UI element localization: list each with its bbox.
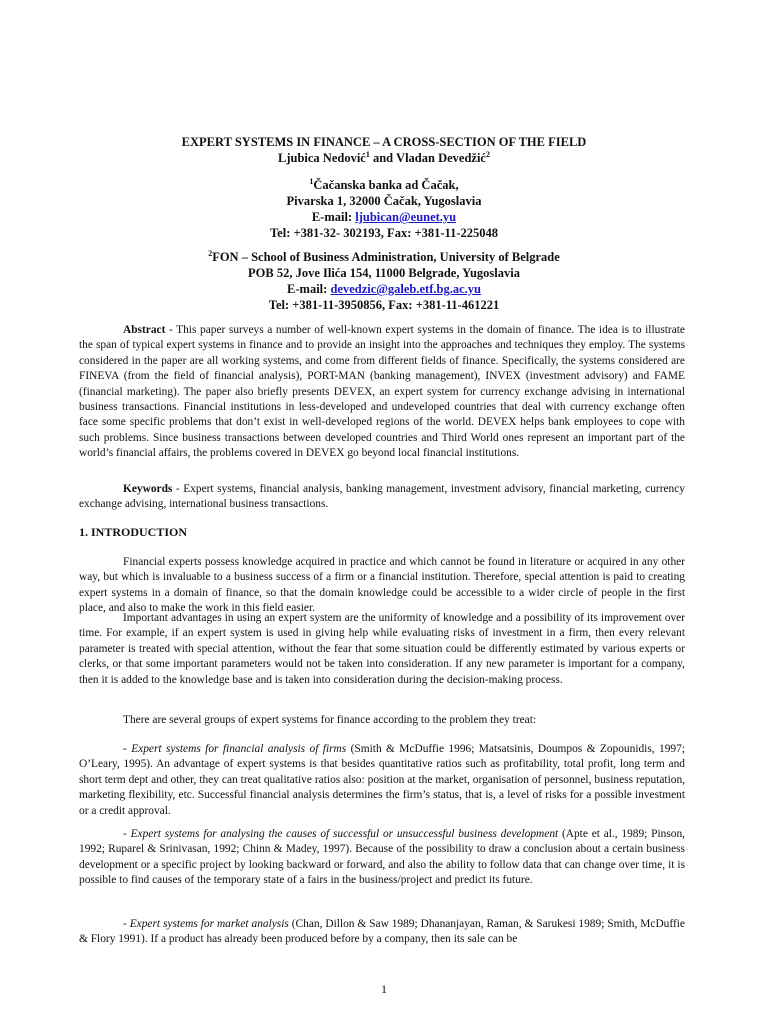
abstract-paragraph	[79, 323, 685, 462]
author-2: Vladan Devedžić	[396, 151, 486, 165]
affiliation-2-email-link[interactable]: devedzic@galeb.etf.bg.ac.yu	[330, 282, 481, 296]
author-2-sup: 2	[485, 149, 490, 159]
affiliation-2-email-label: E-mail:	[287, 282, 331, 296]
group-title: Expert systems for market analysis	[129, 918, 289, 930]
intro-paragraph-2: Important advantages in using an expert system are the uniformity of knowledge and a possibility of its improvement over time. For example, if an expert system is used in giving help while evaluating risks of investment in a firm, then every relevant parameter is treated with special attention, without the fear that some situation could be differently estimated by various experts or clerks, or that some important parameters would not be taken into consideration. If any new parameter is important for a company, then it is added to the knowledge base and is taken into consideration during the decision-making process.	[79, 612, 685, 686]
group-title: Expert systems for financial analysis of firms	[131, 743, 347, 755]
affiliation-1-sup: 1	[309, 176, 314, 186]
abstract-label: Abstract	[123, 324, 166, 336]
affiliation-2-name: FON – School of Business Administration, University of Belgrade	[212, 250, 560, 264]
affiliation-2	[0, 249, 768, 313]
affiliation-1-email-label: E-mail:	[311, 210, 356, 224]
intro-paragraph-3: There are several groups of expert systems for finance according to the problem they treat:	[123, 714, 537, 726]
author-connector: and	[369, 151, 397, 165]
group-financial-analysis: - Expert systems for financial analysis of firms (Smith & McDuffie 1996; Matsatsinis, Doumpos & Zopounidis, 1997; O’Leary, 1995). An advantage of expert systems is that besides quantitative ratios such as profitability, total profit, long term and short term dept and other, they can treat qualitative ratios also: position at the market, organisation of personnel, business reputation, marketing flexibility, etc. Successful financial analysis determines the firm’s status, that is, a level of risks for a possible investment or a credit approval.	[79, 743, 685, 817]
abstract-text: - This paper surveys a number of well-known expert systems in the domain of finance. The idea is to illustrate the span of typical expert systems in finance and to provide an insight into the approaches and techniques they employ. The systems considered in the paper are all working systems, and come from different fields of finance. Specifically, the systems considered are FINEVA (from the field of financial analysis), PORT-MAN (banking management), INVEX (investment advisory) and FAME (financial marketing). The paper also briefly presents DEVEX, an expert system for currency exchange advising in international business transactions. Financial institutions in less-developed and undeveloped countries that deal with currency exchange often face some specific problems that don’t exist in well-developed regions of the world. DEVEX helps bank employees to cope with such problems. Since business transactions between developed countries and Third World ones represent an important part of the world’s financial affairs, the problems covered in DEVEX go beyond local financial institutions.	[79, 324, 685, 460]
group-market-analysis: - Expert systems for market analysis (Chan, Dillon & Saw 1989; Dhananjayan, Raman, & Sarukesi 1989; Smith, McDuffie & Flory 1991). If a product has already been produced before by a company, then its sale can be	[79, 918, 685, 946]
page-number: 1	[381, 982, 387, 996]
section-heading-introduction: 1. INTRODUCTION	[79, 525, 188, 539]
affiliation-2-address: POB 52, Jove Ilića 154, 11000 Belgrade, Yugoslavia	[248, 266, 520, 280]
affiliation-1	[0, 177, 768, 241]
intro-paragraph-1: Financial experts possess knowledge acquired in practice and which cannot be found in literature or acquired in any other way, but which is invaluable to a business success of a firm or a financial institution. Therefore, special attention is paid to creating expert systems in a domain of finance, so that the domain knowledge could be accessible to a wider circle of people in the first place, and also to make the work in this field easier.	[79, 556, 685, 615]
author-1-sup: 1	[365, 149, 370, 159]
keywords-label: Keywords	[123, 483, 173, 495]
affiliation-1-address: Pivarska 1, 32000 Čačak, Yugoslavia	[286, 194, 482, 208]
group-title: Expert systems for analysing the causes of successful or unsuccessful business development	[130, 828, 559, 840]
keywords-text: - Expert systems, financial analysis, banking management, investment advisory, financial marketing, currency exchange advising, international business transactions.	[79, 483, 685, 511]
affiliation-1-phone: Tel: +381-32- 302193, Fax: +381-11-225048	[269, 226, 498, 240]
affiliation-2-sup: 2	[208, 248, 213, 258]
paper-title: EXPERT SYSTEMS IN FINANCE – A CROSS-SECTION OF THE FIELD	[181, 135, 587, 149]
keywords-paragraph	[79, 482, 685, 513]
affiliation-2-phone: Tel: +381-11-3950856, Fax: +381-11-461221	[268, 298, 500, 312]
author-1: Ljubica Nedović	[278, 151, 366, 165]
affiliation-1-name: Čačanska banka ad Čačak,	[313, 178, 459, 192]
author-line	[0, 150, 768, 166]
group-business-development: - Expert systems for analysing the causes of successful or unsuccessful business development (Apte et al., 1989; Pinson, 1992; Ruparel & Srinivasan, 1992; Chinn & Madey, 1997). Because of the possibility to draw a conclusion about a certain business development or a specific project by looking backward or forward, and also the ability to follow data that can change over time, it is possible to find causes of the temporary state of a fairs in the business/project and predict its future.	[79, 828, 685, 887]
affiliation-1-email-link[interactable]: ljubican@eunet.yu	[355, 210, 457, 224]
title-block	[0, 134, 768, 166]
